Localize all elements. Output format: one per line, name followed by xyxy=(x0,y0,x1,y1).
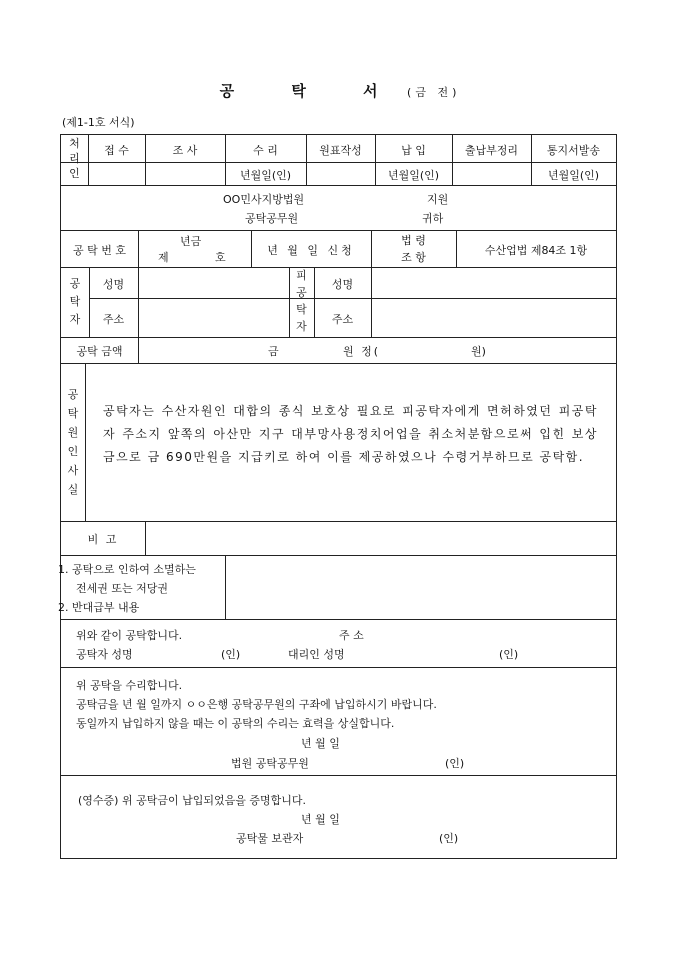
rule xyxy=(89,298,616,299)
title-sub: (금 전) xyxy=(407,86,461,99)
receipt-date: 년 월 일 xyxy=(301,813,340,826)
rule xyxy=(61,555,616,556)
header-accept: 수 리 xyxy=(253,144,278,157)
rule xyxy=(61,230,616,231)
deposit-number-year: 년금 xyxy=(180,235,202,248)
law-label-top: 법 령 xyxy=(401,234,426,247)
depositor-address-label: 주소 xyxy=(102,313,125,326)
declaration-seal-2: (인) xyxy=(499,648,519,661)
declaration-seal-1: (인) xyxy=(221,648,241,661)
rule xyxy=(225,555,226,619)
declaration-agent-name: 대리인 성명 xyxy=(288,648,345,661)
amount-won: 원 정( xyxy=(343,345,381,358)
extinction-line1: 1. 공탁으로 인하여 소멸하는 xyxy=(58,563,196,576)
acceptance-officer: 법원 공탁공무원 xyxy=(231,757,309,770)
extinction-line2: 전세권 또는 저당권 xyxy=(76,582,169,595)
rule xyxy=(61,185,616,186)
rule xyxy=(85,363,86,521)
extinction-line3: 2. 반대급부 내용 xyxy=(58,601,140,614)
court-branch: 지원 xyxy=(427,193,449,206)
acceptance-line3: 동일까지 납입하지 않을 때는 이 공탁의 수리는 효력을 상실합니다. xyxy=(76,717,395,730)
deposit-number-label: 공 탁 번 호 xyxy=(73,244,126,257)
court-officer: 공탁공무원 xyxy=(245,212,299,225)
form-number: (제1-1호 서식) xyxy=(62,116,135,129)
rule xyxy=(371,267,372,337)
header-investigate: 조 사 xyxy=(172,144,198,157)
date-seal-accept: 년월일(인) xyxy=(239,169,292,182)
header-payment: 납 입 xyxy=(401,144,426,157)
receipt-line: (영수증) 위 공탁금이 납입되었음을 증명합니다. xyxy=(78,794,306,807)
depositee-side-label: 피 공 탁 자 xyxy=(296,269,307,333)
deposit-cause-text: 공탁자는 수산자원인 대합의 종식 보호상 필요로 피공탁자에게 면허하였던 피공탁자 주소지 앞쪽의 아산만 지구 대부망사용정치어업을 취소처분함으로써 입힌 보상금으로 금 690만원을 지급키로 하여 이를 제공하였으나 수령거부하므로 공탁함. xyxy=(103,404,598,464)
court-name: OO민사지방법원 xyxy=(223,193,305,206)
date-seal-payment: 년월일(인) xyxy=(387,169,440,182)
remarks-label: 비 고 xyxy=(87,533,119,546)
deposit-number-ho: 호 xyxy=(215,251,226,264)
court-honorific: 귀하 xyxy=(422,212,444,225)
declaration-line: 위와 같이 공탁합니다. xyxy=(76,629,183,642)
amount-won-close: 원) xyxy=(471,345,486,358)
depositor-name-label: 성명 xyxy=(102,278,125,291)
acceptance-line2: 공탁금을 년 월 일까지 ㅇㅇ은행 공탁공무원의 구좌에 납입하시기 바랍니다. xyxy=(76,698,437,711)
rule xyxy=(138,230,139,267)
processor-label: 처 리 인 xyxy=(69,137,80,180)
rule xyxy=(61,667,616,668)
header-accounting: 출납부정리 xyxy=(464,144,519,157)
amount-geum: 금 xyxy=(268,345,279,358)
declaration-address-label: 주 소 xyxy=(339,629,364,642)
law-value: 수산업법 제84조 1항 xyxy=(484,244,588,257)
rule xyxy=(138,267,139,363)
rule xyxy=(61,337,616,338)
date-seal-notice: 년월일(인) xyxy=(547,169,600,182)
rule xyxy=(61,619,616,620)
request-date: 년 월 일 신청 xyxy=(267,244,355,257)
depositor-side-label: 공 탁 자 xyxy=(69,277,81,326)
deposit-form xyxy=(60,134,617,859)
acceptance-date: 년 월 일 xyxy=(301,737,340,750)
header-ledger: 원표작성 xyxy=(319,144,362,157)
acceptance-line1: 위 공탁을 수리합니다. xyxy=(76,679,183,692)
receipt-keeper: 공탁물 보관자 xyxy=(236,832,304,845)
deposit-number-je: 제 xyxy=(158,251,169,264)
depositee-name-label: 성명 xyxy=(331,278,354,291)
rule xyxy=(61,363,616,364)
acceptance-seal: (인) xyxy=(445,757,465,770)
header-receive: 접 수 xyxy=(104,144,129,157)
rule xyxy=(145,521,146,555)
depositee-address-label: 주소 xyxy=(331,313,354,326)
declaration-depositor-name: 공탁자 성명 xyxy=(76,648,133,661)
title-main: 공 탁 서 xyxy=(219,82,404,100)
document-title xyxy=(0,80,680,101)
amount-label: 공탁 금액 xyxy=(76,345,123,358)
rule xyxy=(61,267,616,268)
cause-side-label: 공 탁 원 인 사 실 xyxy=(67,388,79,496)
receipt-seal: (인) xyxy=(439,832,459,845)
header-notice: 통지서발송 xyxy=(546,144,601,157)
law-label-bottom: 조 항 xyxy=(401,251,426,264)
rule xyxy=(61,775,616,776)
